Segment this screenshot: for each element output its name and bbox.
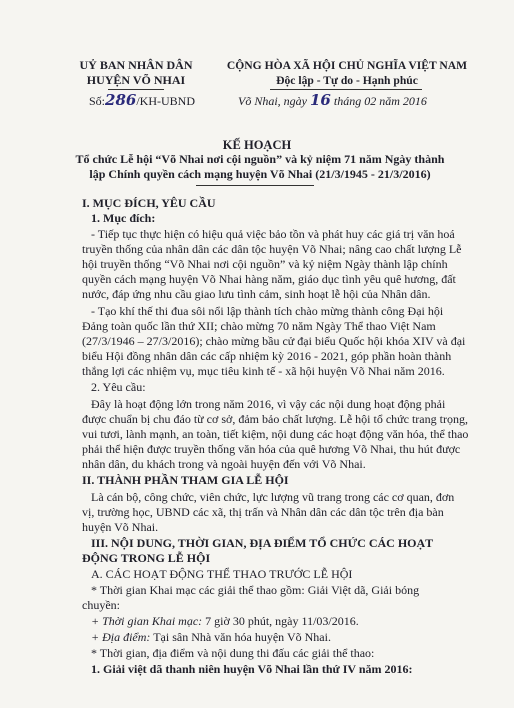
title-subtitle xyxy=(40,152,480,182)
venue-label: + Địa điểm: xyxy=(91,630,151,644)
paragraph-4-line: vị, trường học, UBND các xã, thị trấn và Nhân dân các dân tộc trên địa bàn xyxy=(82,505,444,519)
subtitle-line2: lập Chính quyền cách mạng huyện Võ Nhai (21/3/1945 - 21/3/2016) xyxy=(89,167,431,181)
national-motto xyxy=(214,58,480,88)
date-day-handwritten: 16 xyxy=(310,91,331,109)
paragraph-4-line: Là cán bộ, công chức, viên chức, lực lượng vũ trang trong các cơ quan, đơn xyxy=(91,490,455,504)
agency-name xyxy=(46,58,226,88)
paragraph-2-line: - Tạo khí thế thi đua sôi nổi lập thành tích chào mừng thành công Đại hội xyxy=(91,304,444,318)
document-title: KẾ HOẠCH xyxy=(222,138,292,152)
date-prefix: Võ Nhai, ngày xyxy=(238,94,307,108)
agency-line2: HUYỆN VÕ NHAI xyxy=(86,73,186,87)
document-date xyxy=(238,93,427,109)
cross-country-race-heading: 1. Giải việt dã thanh niên huyện Võ Nhai lần thứ IV năm 2016: xyxy=(91,662,413,676)
paragraph-2-line: (27/3/1946 – 27/3/2016); chào mừng bầu cử đại biểu Quốc hội khóa XIV và đại xyxy=(82,334,466,348)
paragraph-3-line: vui tươi, lành mạnh, an toàn, tiết kiệm, nội dung các hoạt động văn hóa, thể thao xyxy=(82,427,469,441)
agency-underline xyxy=(108,89,164,90)
section-1-1-heading: 1. Mục đích: xyxy=(91,211,156,225)
paragraph-2-line: biểu Hội đồng nhân dân các cấp nhiệm kỳ 2016 - 2021, góp phần hoàn thành xyxy=(82,349,452,363)
paragraph-1-line: truyền thống của nhân dân các dân tộc huyện Võ Nhai; nâng cao chất lượng Lễ xyxy=(82,242,462,256)
section-1-heading: I. MỤC ĐÍCH, YÊU CẦU xyxy=(82,196,216,210)
country-name: CỘNG HÒA XÃ HỘI CHỦ NGHĨA VIỆT NAM xyxy=(226,59,468,72)
doc-number-prefix: Số: xyxy=(89,94,106,108)
motto: Độc lập - Tự do - Hạnh phúc xyxy=(276,74,418,87)
agency-line1: UỶ BAN NHÂN DÂN xyxy=(79,58,193,72)
paragraph-3-line: nhân dân, du khách trong và ngoài huyện đến với Võ Nhai. xyxy=(82,457,366,471)
document-number xyxy=(89,93,195,109)
paragraph-3-line: được chuẩn bị chu đáo từ cơ sở, đảm bảo chất lượng. Lễ hội tổ chức trang trọng, xyxy=(82,412,468,426)
opening-time-line xyxy=(91,614,359,629)
section-1-2-heading: 2. Yêu cầu: xyxy=(91,380,146,394)
paragraph-4-line: huyện Võ Nhai. xyxy=(82,520,159,534)
doc-number-handwritten: 286 xyxy=(105,91,137,109)
paragraph-1-line: quyền cách mạng huyện Võ Nhai hàng năm, giáo dục tình yêu quê hương, đất xyxy=(82,272,456,286)
paragraph-5-line: * Thời gian Khai mạc các giải thể thao gồm: Giải Việt dã, Giải bóng xyxy=(91,583,420,597)
paragraph-2-line: Đảng toàn quốc lần thứ XII; chào mừng 70 năm Ngày Thể thao Việt Nam xyxy=(82,319,436,333)
section-3-heading-cont: ĐỘNG TRONG LỄ HỘI xyxy=(82,551,211,565)
opening-time-label: + Thời gian Khai mạc: xyxy=(91,614,203,628)
paragraph-1-line: hội truyền thống “Võ Nhai nơi cội nguồn” và kỷ niệm Ngày thành lập chính xyxy=(82,257,448,271)
paragraph-5-line: chuyền: xyxy=(82,598,120,612)
title-underline xyxy=(196,185,314,186)
doc-number-suffix: /KH-UBND xyxy=(136,94,195,108)
date-rest: tháng 02 năm 2016 xyxy=(333,94,427,108)
motto-underline xyxy=(270,89,422,90)
opening-time-value: 7 giờ 30 phút, ngày 11/03/2016. xyxy=(202,614,359,628)
competition-schedule-line: * Thời gian, địa điểm và nội dung thi đấu các giải thể thao: xyxy=(91,646,375,660)
section-2-heading: II. THÀNH PHẦN THAM GIA LỄ HỘI xyxy=(82,473,289,487)
paragraph-1-line: nước, đáp ứng nhu cầu giao lưu tình cảm, sinh hoạt lễ hội của Nhân dân. xyxy=(82,287,431,301)
paragraph-3-line: phải thể hiện được truyền thống văn hóa của quê hương Võ Nhai, thu hút được xyxy=(82,442,461,456)
paragraph-3-line: Đây là hoạt động lớn trong năm 2016, vì vậy các nội dung hoạt động phải xyxy=(91,397,446,411)
section-3-heading: III. NỘI DUNG, THỜI GIAN, ĐỊA ĐIỂM TỔ CHỨC CÁC HOẠT xyxy=(91,536,434,550)
paragraph-2-line: thắng lợi các nhiệm vụ, mục tiêu kinh tế - xã hội huyện Võ Nhai năm 2016. xyxy=(82,364,445,378)
paragraph-1-line: - Tiếp tục thực hiện có hiệu quả việc bảo tồn và phát huy các giá trị văn hoá xyxy=(91,227,455,241)
section-3a-heading: A. CÁC HOẠT ĐỘNG THỂ THAO TRƯỚC LỄ HỘI xyxy=(91,567,353,581)
venue-value: Tại sân Nhà văn hóa huyện Võ Nhai. xyxy=(150,630,331,644)
subtitle-line1: Tổ chức Lễ hội “Võ Nhai nơi cội nguồn” và kỷ niệm 71 năm Ngày thành xyxy=(75,152,445,166)
venue-line xyxy=(91,630,331,645)
